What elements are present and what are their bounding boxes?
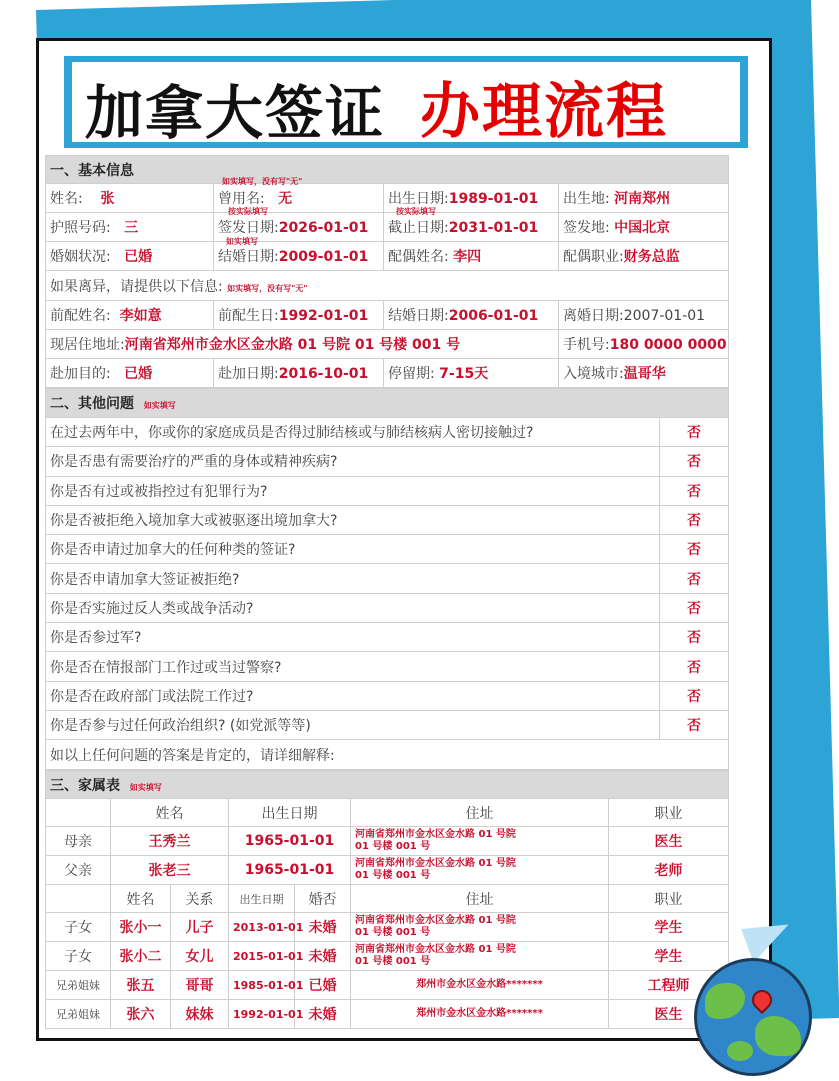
cell-birth-date: 出生日期:1989-01-01	[384, 184, 559, 213]
cell-spouse-job: 配偶职业:财务总监	[559, 242, 729, 271]
parent-header-blank	[46, 799, 111, 827]
question-answer: 否	[660, 564, 729, 593]
member-role: 子女	[46, 913, 111, 942]
cell-phone: 手机号:180 0000 0000	[559, 330, 729, 359]
member-married: 未婚	[295, 1000, 351, 1029]
parent-header-dob: 出生日期	[229, 799, 351, 827]
member-relation: 哥哥	[171, 971, 229, 1000]
section1-heading: 一、基本信息	[46, 156, 729, 184]
title-part1: 加拿大签证	[85, 79, 386, 147]
cell-marital: 婚姻状况: 已婚	[46, 242, 214, 271]
child-header-address: 住址	[351, 885, 609, 913]
parent-address: 河南省郑州市金水区金水路 01 号院 01 号楼 001 号	[351, 856, 609, 885]
table-row	[46, 827, 729, 856]
member-name: 张小一	[111, 913, 171, 942]
table-row	[46, 942, 729, 971]
child-header-relation: 关系	[171, 885, 229, 913]
member-relation: 女儿	[171, 942, 229, 971]
cell-marriage-date: 结婚日期:2009-01-01	[214, 242, 384, 271]
cell-address: 现居住地址:河南省郑州市金水区金水路 01 号院 01 号楼 001 号	[46, 330, 559, 359]
table-row	[46, 913, 729, 942]
child-header-job: 职业	[609, 885, 729, 913]
member-address: 河南省郑州市金水区金水路 01 号院 01 号楼 001 号	[351, 942, 609, 971]
member-job: 学生	[609, 913, 729, 942]
child-header-name: 姓名	[111, 885, 171, 913]
cell-passport: 护照号码: 三	[46, 213, 214, 242]
question-answer: 否	[660, 505, 729, 534]
cell-spouse-name: 配偶姓名: 李四	[384, 242, 559, 271]
question-answer: 否	[660, 447, 729, 476]
member-address: 郑州市金水区金水路*******	[351, 971, 609, 1000]
table-row	[46, 505, 729, 534]
member-name: 张五	[111, 971, 171, 1000]
question-text: 你是否实施过反人类或战争活动?	[46, 593, 660, 622]
cell-expiry-date: 截止日期:2031-01-01	[384, 213, 559, 242]
child-header-married: 婚否	[295, 885, 351, 913]
member-married: 未婚	[295, 942, 351, 971]
question-text: 你是否参与过任何政治组织? (如党派等等)	[46, 710, 660, 739]
question-text: 你是否参过军?	[46, 623, 660, 652]
parent-address: 河南省郑州市金水区金水路 01 号院 01 号楼 001 号	[351, 827, 609, 856]
parent-name: 张老三	[111, 856, 229, 885]
question-text: 你是否申请过加拿大的任何种类的签证?	[46, 535, 660, 564]
question-text: 你是否在情报部门工作过或当过警察?	[46, 652, 660, 681]
table-row	[46, 1000, 729, 1029]
question-answer: 否	[660, 681, 729, 710]
section2-heading: 二、其他问题 如实填写	[46, 389, 729, 418]
question-text: 你是否被拒绝入境加拿大或被驱逐出境加拿大?	[46, 505, 660, 534]
parent-header-name: 姓名	[111, 799, 229, 827]
member-address: 河南省郑州市金水区金水路 01 号院 01 号楼 001 号	[351, 913, 609, 942]
parent-header-address: 住址	[351, 799, 609, 827]
table-row	[46, 971, 729, 1000]
question-answer: 否	[660, 710, 729, 739]
divorce-prompt: 如果离异，请提供以下信息: 如实填写，没有写"无"	[46, 271, 729, 301]
member-married: 已婚	[295, 971, 351, 1000]
cell-birth-place: 出生地: 河南郑州	[559, 184, 729, 213]
member-married: 未婚	[295, 913, 351, 942]
parent-job: 老师	[609, 856, 729, 885]
family-table	[45, 770, 729, 1029]
question-text: 你是否申请加拿大签证被拒绝?	[46, 564, 660, 593]
cell-former-birthday: 前配生日:1992-01-01	[214, 301, 384, 330]
parent-dob: 1965-01-01	[229, 827, 351, 856]
table-row	[46, 564, 729, 593]
cell-stay: 停留期: 7-15天	[384, 359, 559, 388]
note-former-name: 如实填写，没有写"无"	[222, 177, 303, 186]
note-issue-date: 按实际填写	[228, 207, 268, 216]
table-row	[46, 681, 729, 710]
basic-info-table	[45, 155, 729, 388]
member-relation: 儿子	[171, 913, 229, 942]
cell-trip-purpose: 赴加目的: 已婚	[46, 359, 214, 388]
table-row	[46, 856, 729, 885]
member-name: 张六	[111, 1000, 171, 1029]
question-answer: 否	[660, 593, 729, 622]
note-expiry-date: 按实际填写	[396, 207, 436, 216]
note-marriage-date: 如实填写	[226, 237, 258, 246]
parent-role: 父亲	[46, 856, 111, 885]
cell-divorce-date: 离婚日期:2007-01-01	[559, 301, 729, 330]
question-text: 你是否有过或被指控过有犯罪行为?	[46, 476, 660, 505]
parent-header-job: 职业	[609, 799, 729, 827]
cell-name: 姓名: 张	[46, 184, 214, 213]
question-text: 在过去两年中，你或你的家庭成员是否得过肺结核或与肺结核病人密切接触过?	[46, 418, 660, 447]
section3-heading: 三、家属表 如实填写	[46, 771, 729, 799]
question-answer: 否	[660, 535, 729, 564]
table-row	[46, 710, 729, 739]
cell-issue-date: 签发日期:2026-01-01	[214, 213, 384, 242]
member-dob: 2013-01-01	[229, 913, 295, 942]
child-header-blank	[46, 885, 111, 913]
cell-former-name: 曾用名: 无	[214, 184, 384, 213]
member-role: 子女	[46, 942, 111, 971]
question-answer: 否	[660, 476, 729, 505]
cell-issue-place: 签发地: 中国北京	[559, 213, 729, 242]
globe-icon	[694, 958, 812, 1076]
question-answer: 否	[660, 418, 729, 447]
cell-former-marriage: 结婚日期:2006-01-01	[384, 301, 559, 330]
title-part2: 办理流程	[420, 77, 668, 147]
member-role: 兄弟姐妹	[46, 1000, 111, 1029]
cell-trip-date: 赴加日期:2016-10-01	[214, 359, 384, 388]
table-row	[46, 476, 729, 505]
member-job: 学生	[609, 942, 729, 971]
parent-role: 母亲	[46, 827, 111, 856]
table-row	[46, 652, 729, 681]
member-dob: 1992-01-01	[229, 1000, 295, 1029]
member-job: 医生	[609, 1000, 729, 1029]
question-answer: 否	[660, 652, 729, 681]
parent-job: 医生	[609, 827, 729, 856]
table-row	[46, 535, 729, 564]
member-address: 郑州市金水区金水路*******	[351, 1000, 609, 1029]
question-answer: 否	[660, 623, 729, 652]
parent-dob: 1965-01-01	[229, 856, 351, 885]
parent-name: 王秀兰	[111, 827, 229, 856]
cell-entry-city: 入境城市:温哥华	[559, 359, 729, 388]
question-text: 你是否患有需要治疗的严重的身体或精神疾病?	[46, 447, 660, 476]
table-row	[46, 623, 729, 652]
member-role: 兄弟姐妹	[46, 971, 111, 1000]
child-header-dob: 出生日期	[229, 885, 295, 913]
table-row	[46, 593, 729, 622]
other-questions-table	[45, 388, 729, 770]
member-relation: 妹妹	[171, 1000, 229, 1029]
questions-footer: 如以上任何问题的答案是肯定的，请详细解释:	[46, 740, 729, 770]
member-dob: 1985-01-01	[229, 971, 295, 1000]
member-job: 工程师	[609, 971, 729, 1000]
member-name: 张小二	[111, 942, 171, 971]
table-row	[46, 418, 729, 447]
question-text: 你是否在政府部门或法院工作过?	[46, 681, 660, 710]
table-row	[46, 447, 729, 476]
cell-former-spouse: 前配姓名: 李如意	[46, 301, 214, 330]
member-dob: 2015-01-01	[229, 942, 295, 971]
